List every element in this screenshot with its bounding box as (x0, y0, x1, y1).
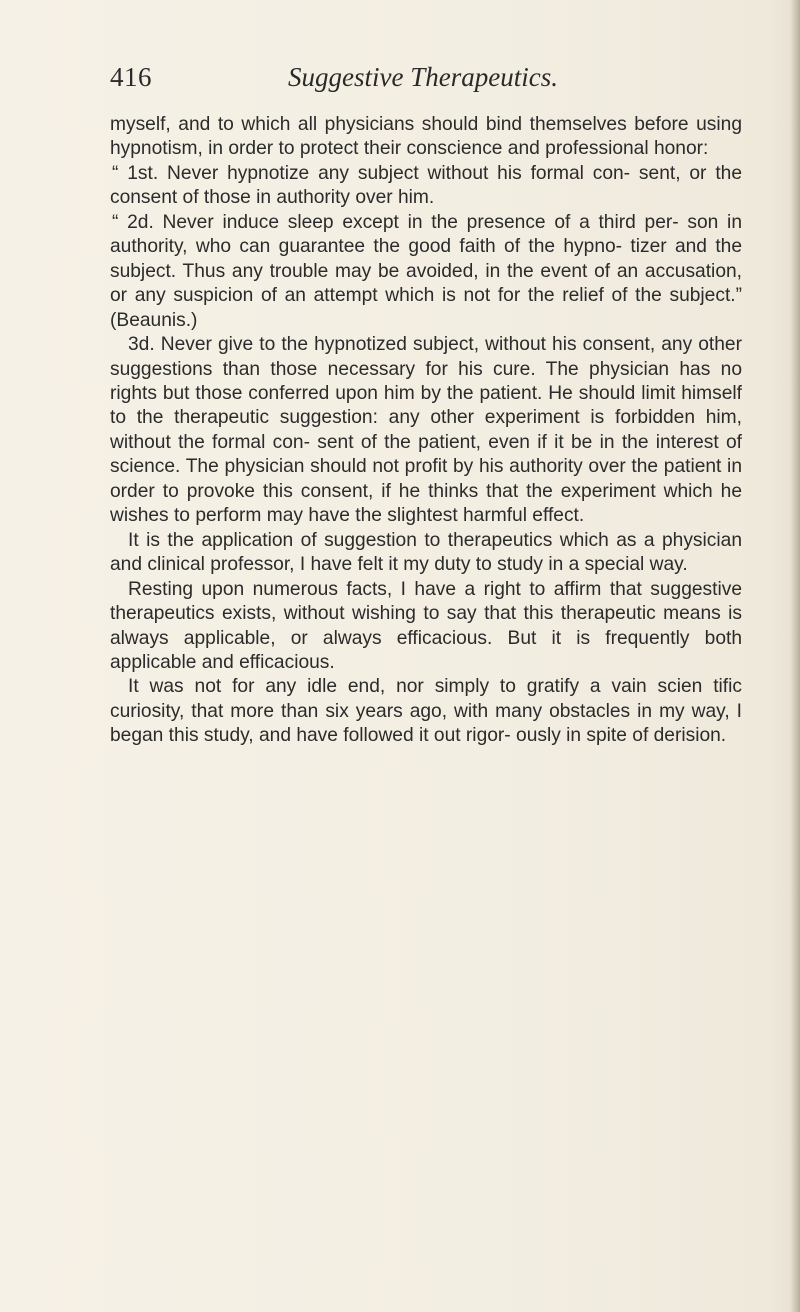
page-number: 416 (110, 62, 152, 92)
page-edge-shadow (790, 0, 800, 1312)
running-title: Suggestive Therapeutics. (288, 62, 558, 92)
paragraph-3: “ 2d. Never induce sleep except in the presence of a third per- son in authority, who can guarantee the good faith of the hypno- tizer and the subject. Thus any trouble may be avoided, in the event of an accusation, or any suspicion of an attempt which is not for the relief of the subject.” (Beaunis.) (110, 211, 742, 331)
paragraph-6: Resting upon numerous facts, I have a right to affirm that suggestive therapeutics exists, without wishing to say that this therapeutic means is always applicable, or always efficacious. But it is frequently both applicable and efficacious. (110, 578, 742, 673)
page-header (110, 62, 570, 102)
paragraph-5: It is the application of suggestion to therapeutics which as a physician and clinical professor, I have felt it my duty to study in a special way. (110, 529, 742, 576)
paragraph-4: 3d. Never give to the hypnotized subject, without his consent, any other suggestions than those necessary for his cure. The physician has no rights but those conferred upon him by the patient. He should limit himself to the therapeutic suggestion: any other experiment is forbidden him, without the formal con- sent of the patient, even if it be in the interest of science. The physician should not profit by his authority over the patient in order to provoke this consent, if he thinks that the experiment which he wishes to perform may have the slightest harmful effect. (110, 334, 742, 527)
paragraph-2: “ 1st. Never hypnotize any subject without his formal con- sent, or the consent of those in authority over him. (110, 162, 742, 209)
paragraph-7: It was not for any idle end, nor simply to gratify a vain scien tific curiosity, that more than six years ago, with many obstacles in my way, I began this study, and have followed it out rigor- ously in spite of derision. (110, 676, 742, 747)
body-text (110, 113, 742, 749)
paragraph-1: myself, and to which all physicians should bind themselves before using hypnotism, in order to protect their conscience and professional honor: (110, 114, 742, 160)
